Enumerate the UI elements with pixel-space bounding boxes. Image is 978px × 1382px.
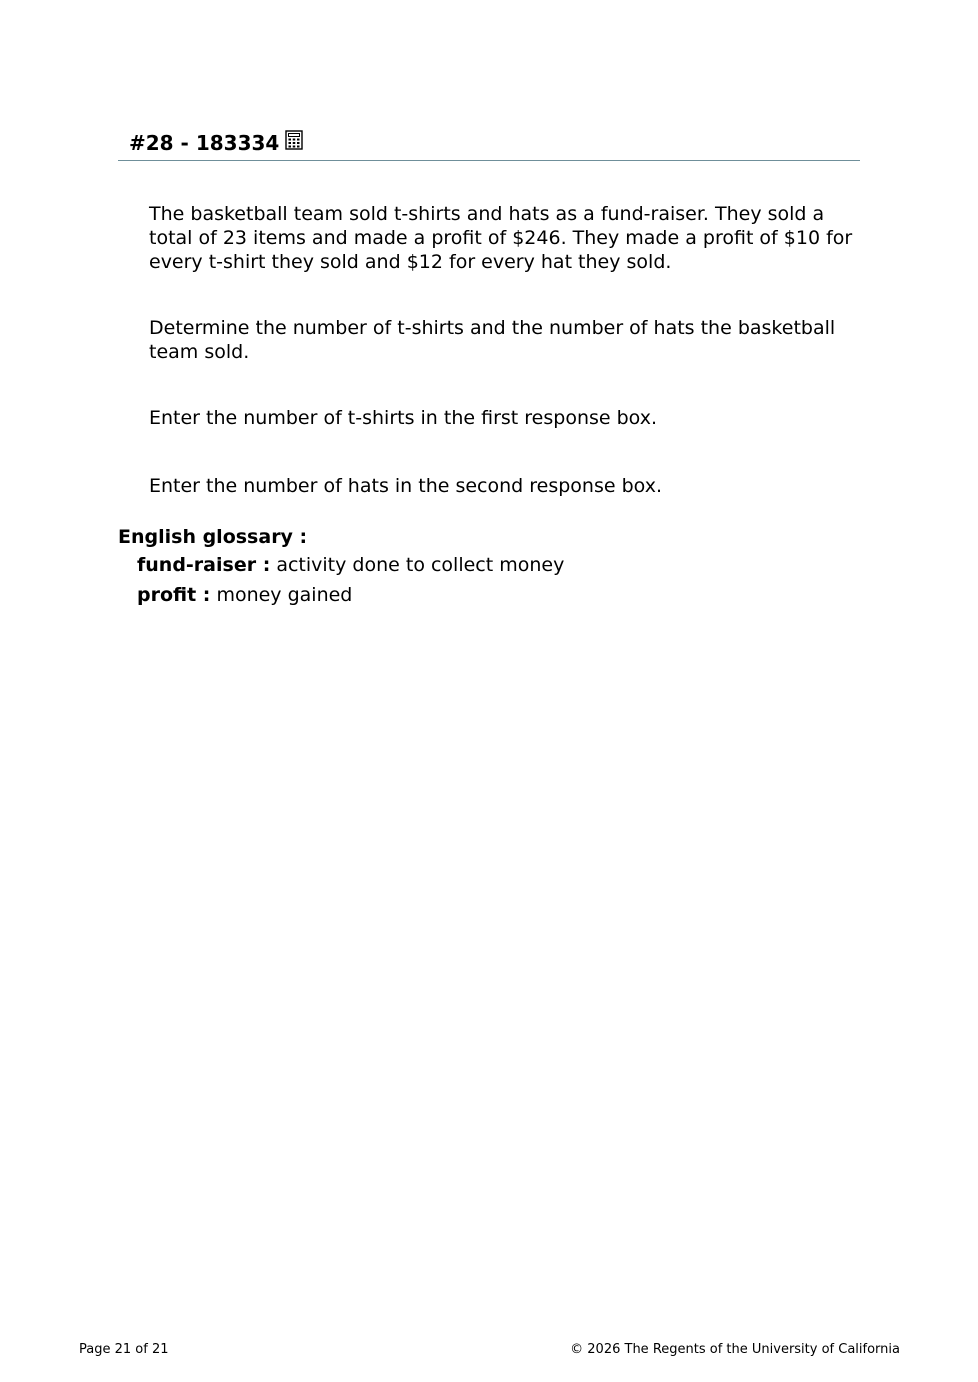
copyright-notice: © 2026 The Regents of the University of California <box>570 1342 900 1357</box>
glossary-term: profit : <box>137 584 211 606</box>
question-paragraph: Enter the number of hats in the second response box. <box>149 475 662 497</box>
glossary-entry <box>137 550 564 580</box>
calculator-icon[interactable] <box>285 130 303 156</box>
question-paragraph: The basketball team sold t-shirts and hats as a fund-raiser. They sold a total of 23 items and made a profit of $246. They made a profit of $10 for every t-shirt they sold and $12 for every hat they sold. <box>149 203 853 273</box>
glossary-title: English glossary : <box>118 526 308 548</box>
question-paragraph: Enter the number of t-shirts in the first response box. <box>149 407 657 429</box>
glossary-definition: activity done to collect money <box>270 554 565 576</box>
item-header <box>118 130 860 161</box>
question-paragraph: Determine the number of t-shirts and the number of hats the basketball team sold. <box>149 317 836 363</box>
glossary <box>118 524 564 610</box>
question-stem <box>149 202 854 498</box>
item-title-row <box>129 130 303 156</box>
glossary-entry <box>137 580 564 610</box>
glossary-definition: money gained <box>210 584 353 606</box>
page-number: Page 21 of 21 <box>79 1342 169 1357</box>
glossary-term: fund-raiser : <box>137 554 271 576</box>
item-title: #28 - 183334 <box>129 131 280 155</box>
